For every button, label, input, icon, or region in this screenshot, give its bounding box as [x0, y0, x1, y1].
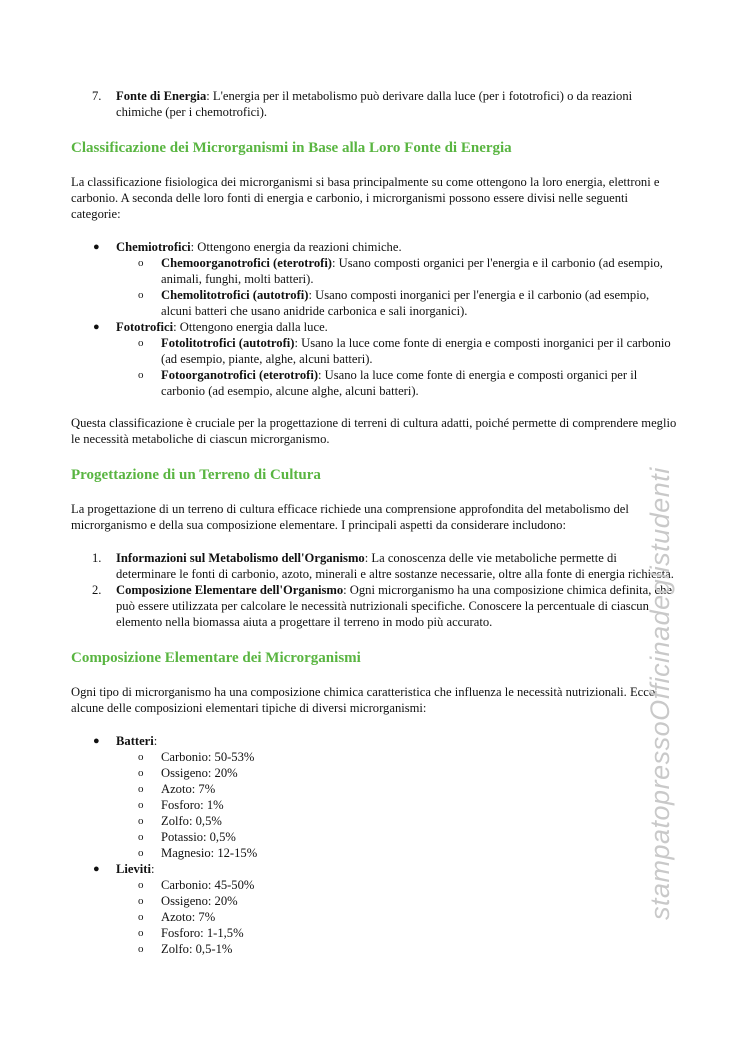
- bullet-icon: ●: [93, 241, 100, 253]
- list-term: Batteri: [116, 734, 154, 748]
- list-number: 7.: [92, 89, 102, 103]
- circle-bullet-icon: o: [138, 879, 144, 891]
- list-item: [71, 861, 677, 957]
- list-text: : Usano la luce come fonte di energia e composti organici per il carbonio (ad esempio, alcune alghe, alcuni batteri).: [161, 368, 638, 398]
- list-item: [71, 582, 677, 630]
- sub-list: [116, 749, 677, 861]
- design-aspects-list: [71, 550, 677, 630]
- circle-bullet-icon: o: [138, 783, 144, 795]
- circle-bullet-icon: o: [138, 847, 144, 859]
- list-text: : Ottengono energia da reazioni chimiche.: [190, 240, 402, 254]
- paragraph: La classificazione fisiologica dei microrganismi si basa principalmente su come ottengono la loro energia, elettroni e carbonio. A seconda delle loro fonti di energia e carbonio, i microrganismi possono essere divisi nelle seguenti categorie:: [71, 175, 660, 221]
- list-term: Composizione Elementare dell'Organismo: [116, 583, 344, 597]
- list-item: [71, 239, 677, 319]
- sub-list-item: [71, 749, 677, 765]
- list-term: Informazioni sul Metabolismo dell'Organismo: [116, 551, 365, 565]
- classification-list: [71, 239, 677, 399]
- sub-list-item: [71, 813, 677, 829]
- list-text: : Ogni microrganismo ha una composizione chimica definita, che può essere utilizzata per calcolare le necessità nutrizionali specifiche. Conoscere la percentuale di ciascun elemento nella biomassa aiuta a progettare il terreno in modo più accurato.: [116, 583, 672, 629]
- sub-list-item: [71, 287, 677, 319]
- sub-list-item: [71, 781, 677, 797]
- sub-list-item: [71, 829, 677, 845]
- element-value: Ossigeno: 20%: [161, 894, 238, 908]
- bullet-icon: ●: [93, 863, 100, 875]
- list-term: Chemolitotrofici (autotrofi): [161, 288, 309, 302]
- list-number: 2.: [92, 583, 102, 597]
- bullet-icon: ●: [93, 321, 100, 333]
- element-value: Ossigeno: 20%: [161, 766, 238, 780]
- list-term: Chemiotrofici: [116, 240, 191, 254]
- list-text: : La conoscenza delle vie metaboliche permette di determinare le fonti di carbonio, azoto, minerali e altre sostanze necessarie, oltre alla fonte di energia richiesta.: [116, 551, 674, 581]
- list-item: [71, 319, 677, 399]
- element-value: Zolfo: 0,5%: [161, 814, 222, 828]
- sub-list-item: [71, 765, 677, 781]
- element-value: Carbonio: 45-50%: [161, 878, 255, 892]
- circle-bullet-icon: o: [138, 927, 144, 939]
- list-term: Fotoorganotrofici (eterotrofi): [161, 368, 319, 382]
- list-term: Lieviti: [116, 862, 151, 876]
- circle-bullet-icon: o: [138, 799, 144, 811]
- list-term: Fototrofici: [116, 320, 174, 334]
- sub-list-item: [71, 367, 677, 399]
- list-text: : Usano composti organici per l'energia e il carbonio (ad esempio, animali, funghi, molti batteri).: [161, 256, 663, 286]
- list-term: Chemoorganotrofici (eterotrofi): [161, 256, 333, 270]
- element-value: Azoto: 7%: [161, 910, 216, 924]
- sub-list: [116, 335, 677, 399]
- sub-list-item: [71, 941, 677, 957]
- sub-list-item: [71, 845, 677, 861]
- sub-list-item: [71, 893, 677, 909]
- composition-list: [71, 733, 677, 957]
- circle-bullet-icon: o: [138, 767, 144, 779]
- circle-bullet-icon: o: [138, 895, 144, 907]
- list-text: : L'energia per il metabolismo può derivare dalla luce (per i fototrofici) o da reazioni chimiche (per i chemotrofici).: [116, 89, 633, 119]
- list-text: : Usano la luce come fonte di energia e composti inorganici per il carbonio (ad esempio, piante, alghe, alcuni batteri).: [161, 336, 671, 366]
- circle-bullet-icon: o: [138, 911, 144, 923]
- circle-bullet-icon: o: [138, 289, 144, 301]
- list-item: [71, 88, 677, 120]
- sub-list-item: [71, 925, 677, 941]
- section-heading-elemental-composition: Composizione Elementare dei Microrganismi: [71, 650, 361, 666]
- element-value: Zolfo: 0,5-1%: [161, 942, 233, 956]
- circle-bullet-icon: o: [138, 751, 144, 763]
- section-heading-classification: Classificazione dei Microrganismi in Base alla Loro Fonte di Energia: [71, 140, 512, 156]
- list-term: Fotolitotrofici (autotrofi): [161, 336, 295, 350]
- sub-list: [116, 877, 677, 957]
- element-value: Fosforo: 1-1,5%: [161, 926, 244, 940]
- circle-bullet-icon: o: [138, 337, 144, 349]
- watermark: stampatopressoOfficinadeglistudenti: [645, 467, 675, 920]
- element-value: Fosforo: 1%: [161, 798, 224, 812]
- list-text: :: [150, 862, 155, 876]
- circle-bullet-icon: o: [138, 815, 144, 827]
- sub-list-item: [71, 909, 677, 925]
- sub-list-item: [71, 797, 677, 813]
- paragraph: La progettazione di un terreno di cultura efficace richiede una comprensione approfondita del metabolismo del microrganismo e della sua composizione elementare. I principali aspetti da considerare includono:: [71, 502, 629, 532]
- list-item: [71, 733, 677, 861]
- paragraph: Questa classificazione è cruciale per la progettazione di terreni di cultura adatti, poiché permette di comprendere meglio le necessità metaboliche di ciascun microrganismo.: [71, 416, 677, 446]
- list-term: Fonte di Energia: [116, 89, 207, 103]
- circle-bullet-icon: o: [138, 257, 144, 269]
- element-value: Carbonio: 50-53%: [161, 750, 255, 764]
- circle-bullet-icon: o: [138, 943, 144, 955]
- list-item: [71, 550, 677, 582]
- list-text: :: [153, 734, 158, 748]
- document-page: [71, 88, 677, 973]
- circle-bullet-icon: o: [138, 369, 144, 381]
- paragraph: Ogni tipo di microrganismo ha una composizione chimica caratteristica che influenza le necessità nutrizionali. Ecco alcune delle composizioni elementari tipiche di diversi microrganismi:: [71, 685, 656, 715]
- bullet-icon: ●: [93, 735, 100, 747]
- element-value: Azoto: 7%: [161, 782, 216, 796]
- section-heading-culture-medium: Progettazione di un Terreno di Cultura: [71, 467, 321, 483]
- sub-list-item: [71, 255, 677, 287]
- circle-bullet-icon: o: [138, 831, 144, 843]
- sub-list-item: [71, 335, 677, 367]
- list-text: : Usano composti inorganici per l'energia e il carbonio (ad esempio, alcuni batteri che usano anidride carbonica e sali inorganici).: [161, 288, 650, 318]
- element-value: Magnesio: 12-15%: [161, 846, 258, 860]
- element-value: Potassio: 0,5%: [161, 830, 236, 844]
- sub-list: [116, 255, 677, 319]
- sub-list-item: [71, 877, 677, 893]
- list-text: : Ottengono energia dalla luce.: [173, 320, 328, 334]
- intro-list: [71, 88, 677, 120]
- list-number: 1.: [92, 551, 102, 565]
